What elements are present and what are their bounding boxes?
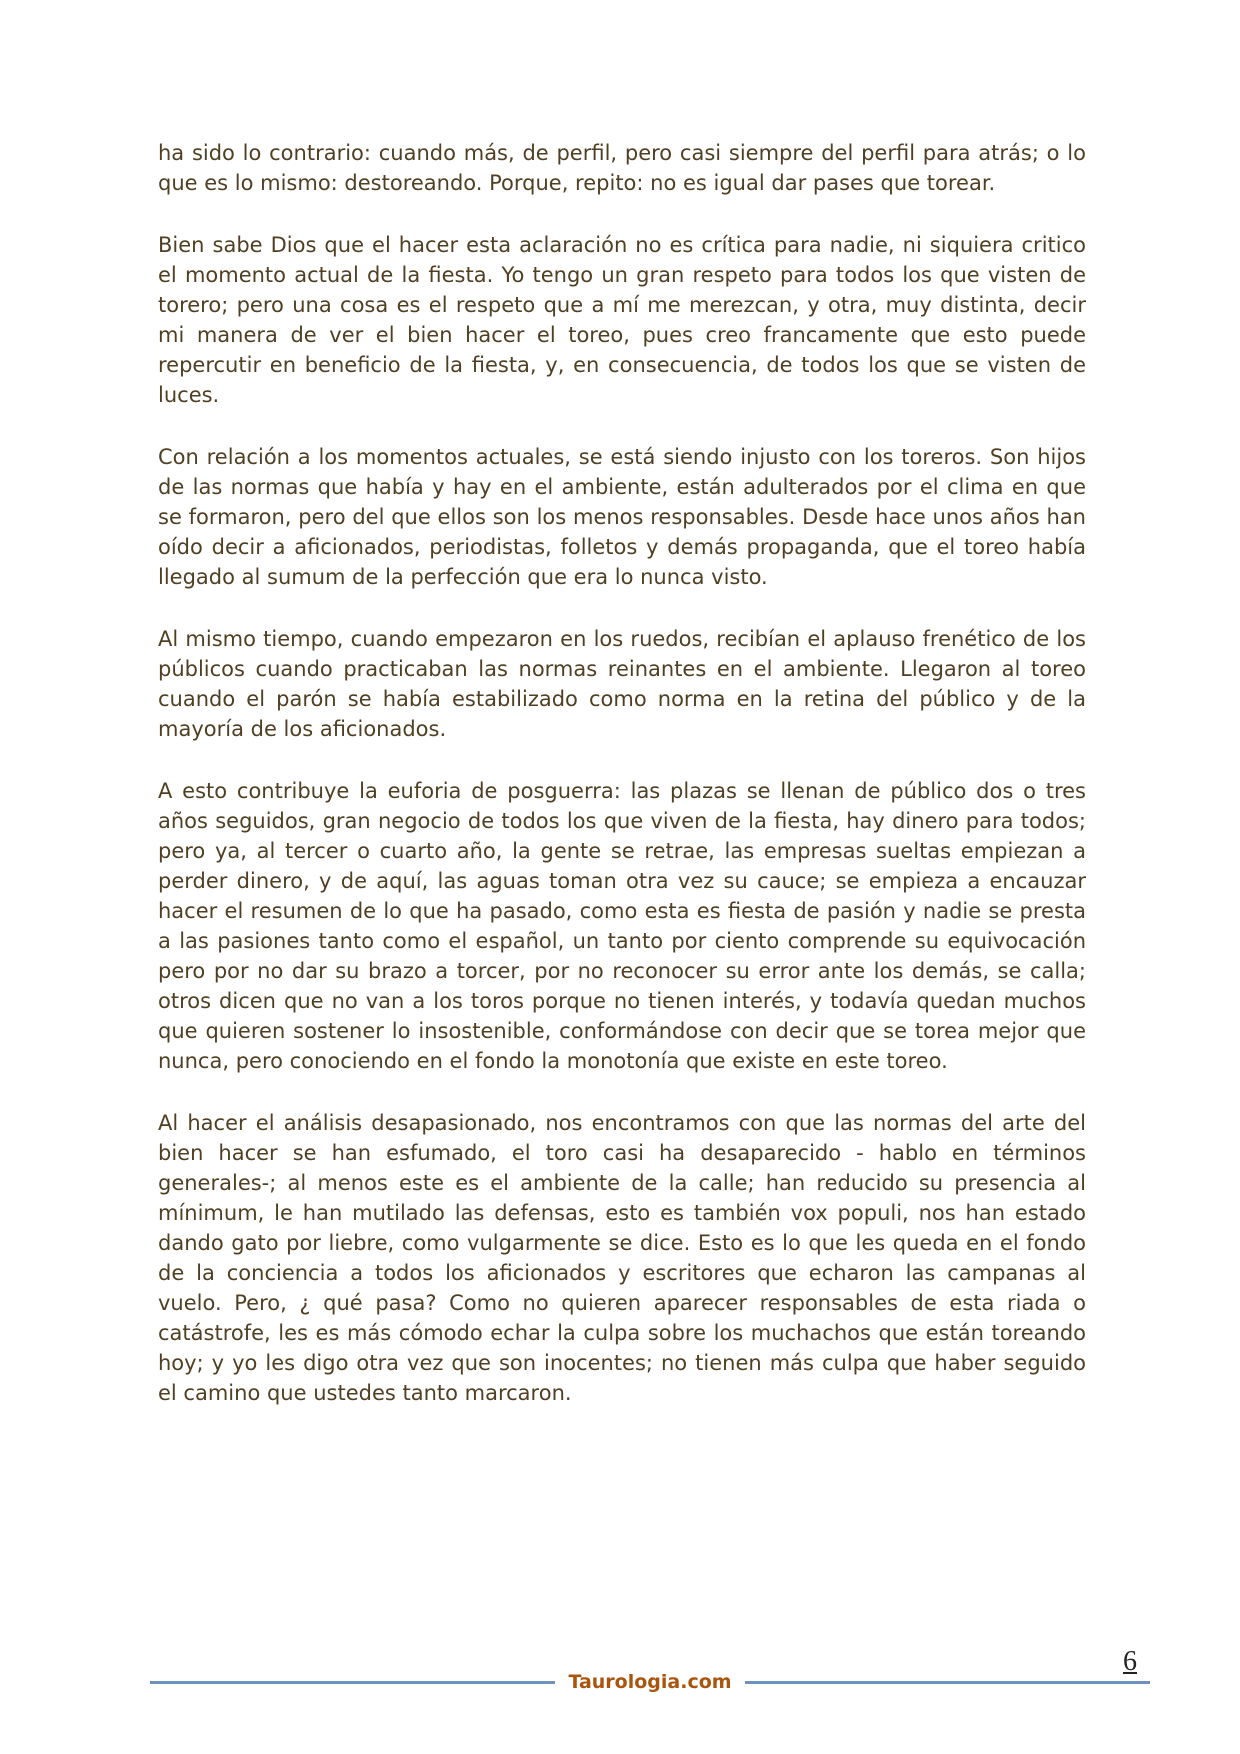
footer-rule-right xyxy=(745,1681,1150,1684)
footer-site-link[interactable]: Taurologia.com xyxy=(568,1671,732,1693)
paragraph: Al mismo tiempo, cuando empezaron en los ruedos, recibían el aplauso frenético de los públicos cuando practicaban las normas reinantes en el ambiente. Llegaron al toreo cuando el parón se había estabilizado como norma en la retina del público y de la mayoría de los aficionados. xyxy=(158,627,1086,741)
footer-rule-left xyxy=(150,1681,555,1684)
paragraph: Con relación a los momentos actuales, se está siendo injusto con los toreros. Son hijos de las normas que había y hay en el ambiente, están adulterados por el clima en que se formaron, pero del que ellos son los menos responsables. Desde hace unos años han oído decir a aficionados, periodistas, folletos y demás propaganda, que el toreo había llegado al sumum de la perfección que era lo nunca visto. xyxy=(158,445,1086,589)
paragraph: Bien sabe Dios que el hacer esta aclaración no es crítica para nadie, ni siquiera critico el momento actual de la fiesta. Yo tengo un gran respeto para todos los que visten de torero; pero una cosa es el respeto que a mí me merezcan, y otra, muy distinta, decir mi manera de ver el bien hacer el toreo, pues creo francamente que esto puede repercutir en beneficio de la fiesta, y, en consecuencia, de todos los que se visten de luces. xyxy=(158,233,1086,407)
paragraph: ha sido lo contrario: cuando más, de perfil, pero casi siempre del perfil para atrás; o lo que es lo mismo: destoreando. Porque, repito: no es igual dar pases que torear. xyxy=(158,141,1086,195)
document-body xyxy=(158,138,1086,1440)
page-number: 6 xyxy=(1123,1646,1137,1677)
page-footer xyxy=(150,1671,1150,1693)
paragraph: Al hacer el análisis desapasionado, nos encontramos con que las normas del arte del bien hacer se han esfumado, el toro casi ha desaparecido - hablo en términos generales-; al menos este es el ambiente de la calle; han reducido su presencia al mínimum, le han mutilado las defensas, esto es también vox populi, nos han estado dando gato por liebre, como vulgarmente se dice. Esto es lo que les queda en el fondo de la conciencia a todos los aficionados y escritores que echaron las campanas al vuelo. Pero, ¿ qué pasa? Como no quieren aparecer responsables de esta riada o catástrofe, les es más cómodo echar la culpa sobre los muchachos que están toreando hoy; y yo les digo otra vez que son inocentes; no tienen más culpa que haber seguido el camino que ustedes tanto marcaron. xyxy=(158,1111,1086,1405)
paragraph: A esto contribuye la euforia de posguerra: las plazas se llenan de público dos o tres años seguidos, gran negocio de todos los que viven de la fiesta, hay dinero para todos; pero ya, al tercer o cuarto año, la gente se retrae, las empresas sueltas empiezan a perder dinero, y de aquí, las aguas toman otra vez su cauce; se empieza a encauzar hacer el resumen de lo que ha pasado, como esta es fiesta de pasión y nadie se presta a las pasiones tanto como el español, un tanto por ciento comprende su equivocación pero por no dar su brazo a torcer, por no reconocer su error ante los demás, se calla; otros dicen que no van a los toros porque no tienen interés, y todavía quedan muchos que quieren sostener lo insostenible, conformándose con decir que se torea mejor que nunca, pero conociendo en el fondo la monotonía que existe en este toreo. xyxy=(158,779,1086,1073)
